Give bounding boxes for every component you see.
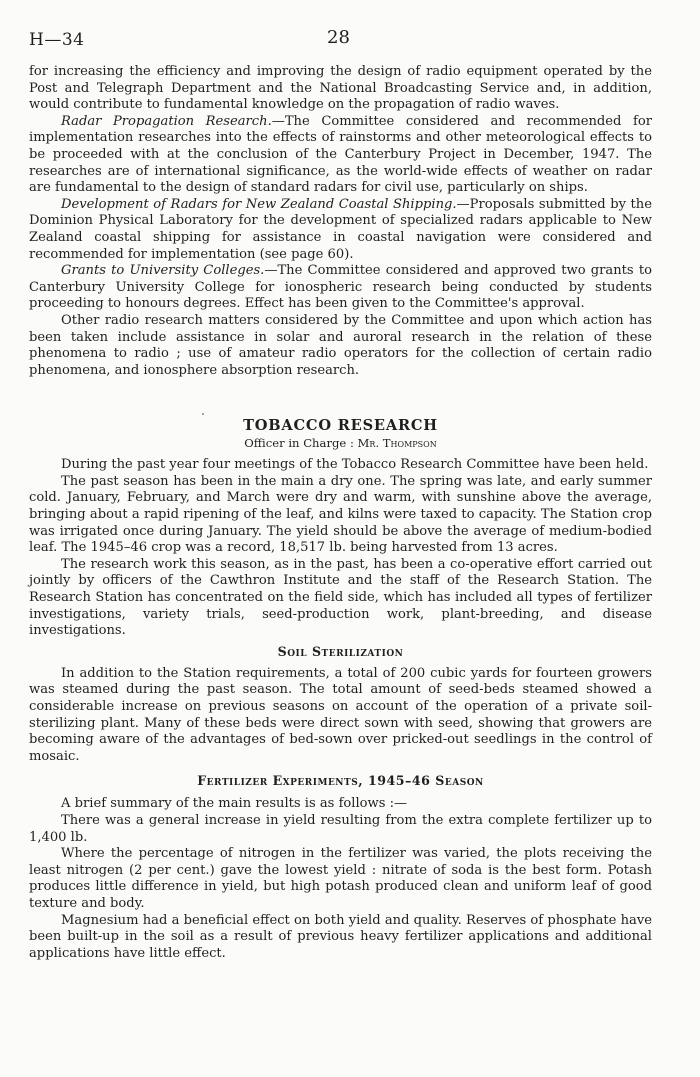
radar-propagation-title: Radar Propagation Research.	[61, 113, 272, 129]
radar-propagation-text: —The Committee considered and recommended for implementation researches into the effects of rainstorms and other meteorological effects to be proceeded with at the conclusion of the Canterbury Project in December, 1947. The researches are of international significance, as the world-wide effects of weather on radar are fundamental to the design of standard radars for civil use, particularly on ships.	[29, 113, 652, 196]
university-grants-title: Grants to University Colleges.	[61, 263, 265, 279]
intro-paragraph: for increasing the efficiency and improving the design of radio equipment operated by the Post and Telegraph Department and the National Broadcasting Service and, in addition, would contribute to fundamental knowledge on the propagation of radio waves.	[29, 64, 652, 113]
university-grants-paragraph	[29, 263, 652, 313]
tobacco-research-heading: TOBACCO RESEARCH	[243, 417, 438, 435]
fertilizer-magnesium-paragraph: Magnesium had a beneficial effect on both yield and quality. Reserves of phosphate have been built-up in the soil as a result of previous heavy fertilizer applications and additional applications have little effect.	[29, 912, 652, 961]
radar-propagation-paragraph	[29, 114, 652, 197]
page-number: 28	[327, 27, 350, 48]
officer-in-charge	[29, 435, 652, 451]
officer-name: Mr. Thompson	[357, 436, 437, 451]
coastal-radar-title: Development of Radars for New Zealand Coastal Shipping.	[61, 196, 457, 212]
report-reference: H—34	[29, 30, 85, 50]
fertilizer-summary-paragraph: A brief summary of the main results is as follows :—	[61, 796, 408, 812]
fertilizer-nitrogen-paragraph: Where the percentage of nitrogen in the fertilizer was varied, the plots receiving the least nitrogen (2 per cent.) gave the lowest yield : nitrate of soda is the best form. Potash produces little difference in yield, but high potash produced clean and uniform leaf of good texture and body.	[29, 846, 652, 911]
fertilizer-experiments-heading: Fertilizer Experiments, 1945–46 Season	[197, 773, 484, 789]
university-grants-text: —The Committee considered and approved two grants to Canterbury University College for ionospheric research being conducted by students proceeding to honours degrees. Effect has been given to the Committee's approval.	[29, 263, 652, 312]
soil-sterilization-heading: Soil Sterilization	[277, 643, 404, 659]
soil-sterilization-paragraph: In addition to the Station requirements, a total of 200 cubic yards for fourteen growers was steamed during the past season. The total amount of seed-beds steamed showed a considerable increase on previous seasons on account of the operation of a private soil-sterilizing plant. Many of these beds were direct sown with seed, showing that growers are becoming aware of the advantages of bed-sown over pricked-out seedlings in the control of mosaic.	[29, 665, 652, 764]
fertilizer-yield-paragraph: There was a general increase in yield resulting from the extra complete fertilizer up to 1,400 lb.	[29, 812, 652, 845]
coastal-radar-text: —Proposals submitted by the Dominion Physical Laboratory for the development of specialized radars applicable to New Zealand coastal shipping for assistance in coastal navigation were considered and recommended for implementation (see page 60).	[29, 196, 652, 262]
tobacco-cooperation-paragraph: The research work this season, as in the past, has been a co-operative effort carried out jointly by officers of the Cawthron Institute and the staff of the Research Station. The Research Station has concentrated on the field side, which has included all types of fertilizer investigations, variety trials, seed-production work, plant-breeding, and disease investigations.	[29, 556, 652, 639]
tobacco-season-paragraph: The past season has been in the main a dry one. The spring was late, and early summer cold. January, February, and March were dry and warm, with sunshine above the average, bringing about a rapid ripening of the leaf, and kilns were taxed to capacity. The Station crop was irrigated once during January. The yield should be above the average of medium-bodied leaf. The 1945–46 crop was a record, 18,517 lb. being harvested from 13 acres.	[29, 473, 652, 556]
other-radio-research-paragraph: Other radio research matters considered by the Committee and upon which action has been taken include assistance in solar and auroral research in the relation of these phenomena to radio ; use of amateur radio operators for the collection of certain radio phenomena, and ionosphere absorption research.	[29, 312, 652, 378]
officer-label: Officer in Charge :	[244, 436, 354, 451]
section-gap	[29, 379, 652, 417]
tobacco-meetings-paragraph: During the past year four meetings of the Tobacco Research Committee have been held.	[61, 457, 649, 473]
print-speck	[202, 413, 204, 415]
coastal-radar-paragraph	[29, 197, 652, 263]
page-header	[29, 22, 652, 64]
